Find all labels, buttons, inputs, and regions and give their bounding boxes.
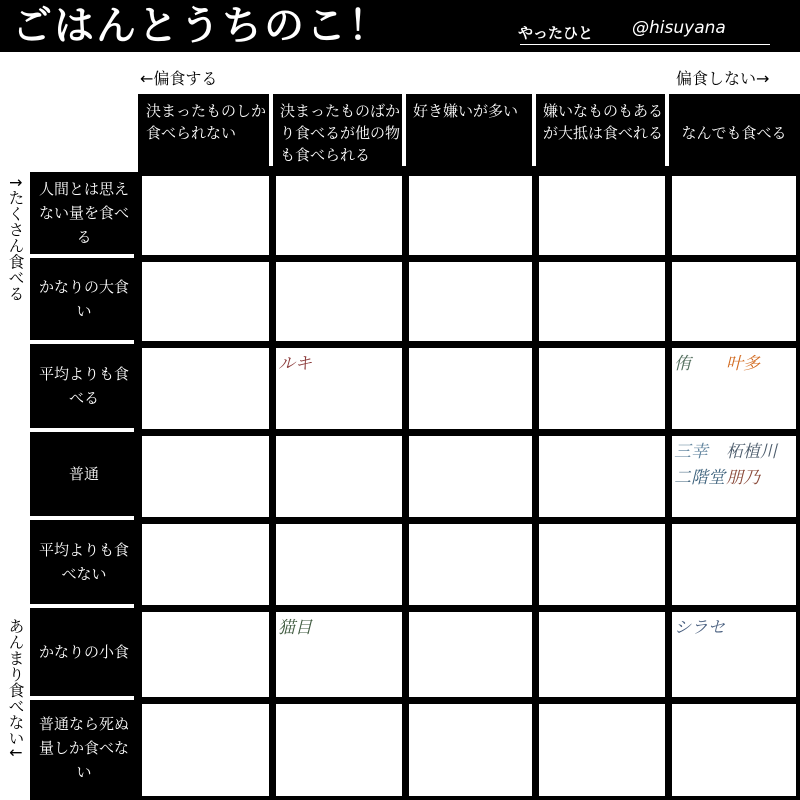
grid-cell: [539, 704, 665, 796]
grid-cell: [142, 524, 269, 605]
column-header: 好き嫌いが多い: [413, 102, 519, 120]
grid-cell: [142, 176, 269, 255]
grid-cell: [142, 262, 269, 341]
grid-cell: [276, 524, 402, 605]
grid-cell: [409, 436, 532, 517]
column-header: 決まったものばかり食べるが他の物も食べられる: [280, 102, 401, 164]
character-name: シラセ: [674, 618, 725, 638]
grid-cell: [409, 704, 532, 796]
grid-cell: [672, 704, 796, 796]
row-header: 人間とは思えない量を食べる: [38, 180, 129, 246]
axis-label-not-picky: 偏食しない→: [676, 69, 770, 88]
grid-cell: [276, 436, 402, 517]
character-name: 叶多: [726, 354, 760, 374]
grid-cell: [672, 524, 796, 605]
row-header: 普通: [68, 465, 99, 483]
credit-name: @hisuyana: [632, 18, 726, 38]
character-name: 侑: [674, 354, 691, 374]
grid-cell: [539, 436, 665, 517]
column-header: 嫌いなものもあるが大抵は食べれる: [543, 102, 664, 142]
axis-label-eats-a-lot: ↑たくさん食べる: [6, 176, 25, 302]
grid-cell: [142, 436, 269, 517]
row-header: かなりの大食い: [38, 278, 129, 320]
grid-cell: [672, 262, 796, 341]
character-name: 三幸: [674, 442, 708, 462]
row-header: 平均よりも食べる: [38, 365, 129, 407]
grid-cell: [142, 704, 269, 796]
column-header: なんでも食べる: [681, 124, 787, 142]
grid-cell: [672, 176, 796, 255]
grid-cell: [539, 612, 665, 697]
title-bar: [0, 0, 800, 52]
axis-label-picky: ←偏食する: [140, 69, 218, 88]
grid-cell: [409, 176, 532, 255]
credit-label: やったひと: [518, 24, 594, 42]
row-header: 平均よりも食べない: [38, 541, 129, 583]
page-title: ごはんとうちのこ！: [12, 3, 390, 49]
grid-cell: [539, 262, 665, 341]
character-name: ルキ: [278, 354, 312, 374]
grid-cell: [539, 524, 665, 605]
character-name: 猫目: [278, 618, 312, 638]
row-header: かなりの小食: [38, 643, 129, 661]
grid-cell: [409, 348, 532, 429]
credit-underline: [520, 44, 770, 45]
column-header: 決まったものしか食べられない: [146, 102, 267, 142]
grid-cell: [409, 524, 532, 605]
grid-cell: [409, 612, 532, 697]
grid-cell: [276, 704, 402, 796]
grid-cell: [142, 348, 269, 429]
axis-label-eats-little: あんまり食べない↓: [6, 618, 25, 760]
grid-cell: [142, 612, 269, 697]
grid-cell: [276, 176, 402, 255]
character-name: 二階堂: [674, 468, 725, 488]
grid-cell: [409, 262, 532, 341]
grid-cell: [539, 176, 665, 255]
grid-cell: [276, 262, 402, 341]
grid-cell: [539, 348, 665, 429]
character-name: 朋乃: [726, 468, 760, 488]
character-name: 柘植川: [726, 442, 777, 462]
row-header: 普通なら死ぬ量しか食べない: [38, 715, 129, 781]
